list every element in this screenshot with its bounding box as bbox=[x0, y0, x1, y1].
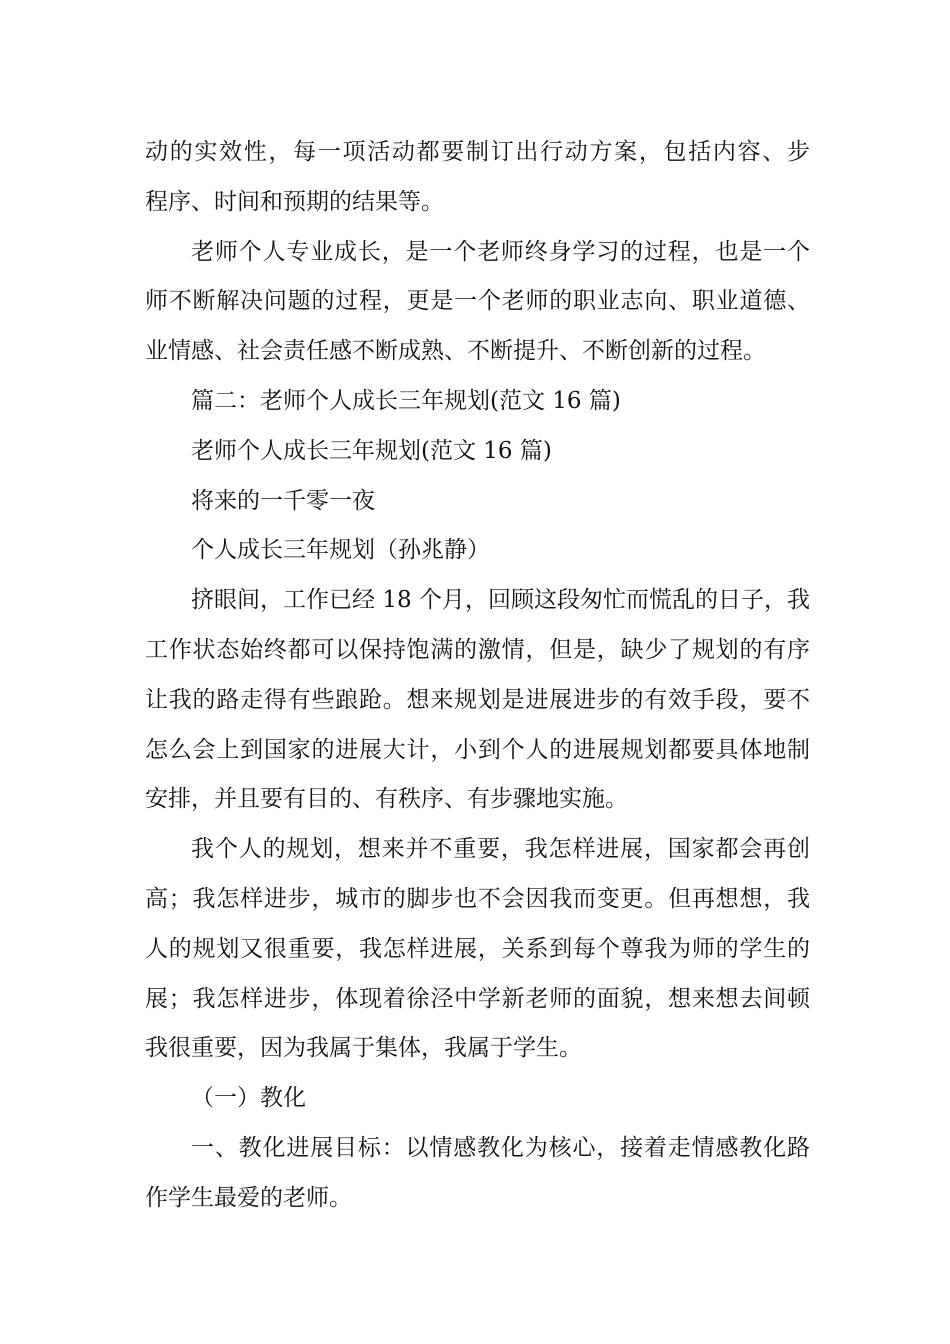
document-author-heading: 个人成长三年规划（孙兆静） bbox=[191, 537, 490, 564]
document-body bbox=[145, 128, 810, 1224]
text-line: 一、教化进展目标：以情感教化为核心，接着走情感教化路 bbox=[191, 1134, 810, 1161]
text-line: 挤眼间，工作已经 18 个月，回顾这段匆忙而慌乱的日子，我 bbox=[191, 587, 810, 614]
document-title: 老师个人成长三年规划(范文 16 篇) bbox=[191, 437, 552, 464]
text-line: 我很重要，因为我属于集体，我属于学生。 bbox=[145, 1035, 582, 1062]
text-line: 动的实效性，每一项活动都要制订出行动方案，包括内容、步 bbox=[145, 139, 810, 165]
section-heading: （一）教化 bbox=[191, 1085, 306, 1112]
text-line: 高；我怎样进步，城市的脚步也不会因我而变更。但再想想，我 bbox=[145, 885, 810, 912]
text-line: 人的规划又很重要，我怎样进展，关系到每个尊我为师的学生的 bbox=[145, 935, 810, 962]
text-line: 安排，并且要有目的、有秩序、有步骤地实施。 bbox=[145, 786, 628, 813]
text-line: 展；我怎样进步，体现着徐泾中学新老师的面貌，想来想去间顿 bbox=[145, 985, 810, 1012]
text-line: 业情感、社会责任感不断成熟、不断提升、不断创新的过程。 bbox=[145, 338, 766, 365]
document-subtitle: 将来的一千零一夜 bbox=[191, 487, 375, 514]
text-line: 老师个人专业成长，是一个老师终身学习的过程，也是一个 bbox=[191, 238, 810, 265]
text-line: 工作状态始终都可以保持饱满的激情，但是，缺少了规划的有序 bbox=[145, 636, 810, 663]
text-line: 作学生最爱的老师。 bbox=[145, 1184, 352, 1211]
section-heading: 篇二：老师个人成长三年规划(范文 16 篇) bbox=[191, 387, 621, 414]
text-line: 师不断解决问题的过程，更是一个老师的职业志向、职业道德、 bbox=[145, 288, 810, 315]
text-line: 我个人的规划，想来并不重要，我怎样进展，国家都会再创 bbox=[191, 836, 810, 863]
text-line: 让我的路走得有些踉跄。想来规划是进展进步的有效手段，要不 bbox=[145, 686, 810, 713]
text-line: 程序、时间和预期的结果等。 bbox=[145, 188, 444, 215]
text-line: 怎么会上到国家的进展大计，小到个人的进展规划都要具体地制 bbox=[145, 736, 810, 763]
